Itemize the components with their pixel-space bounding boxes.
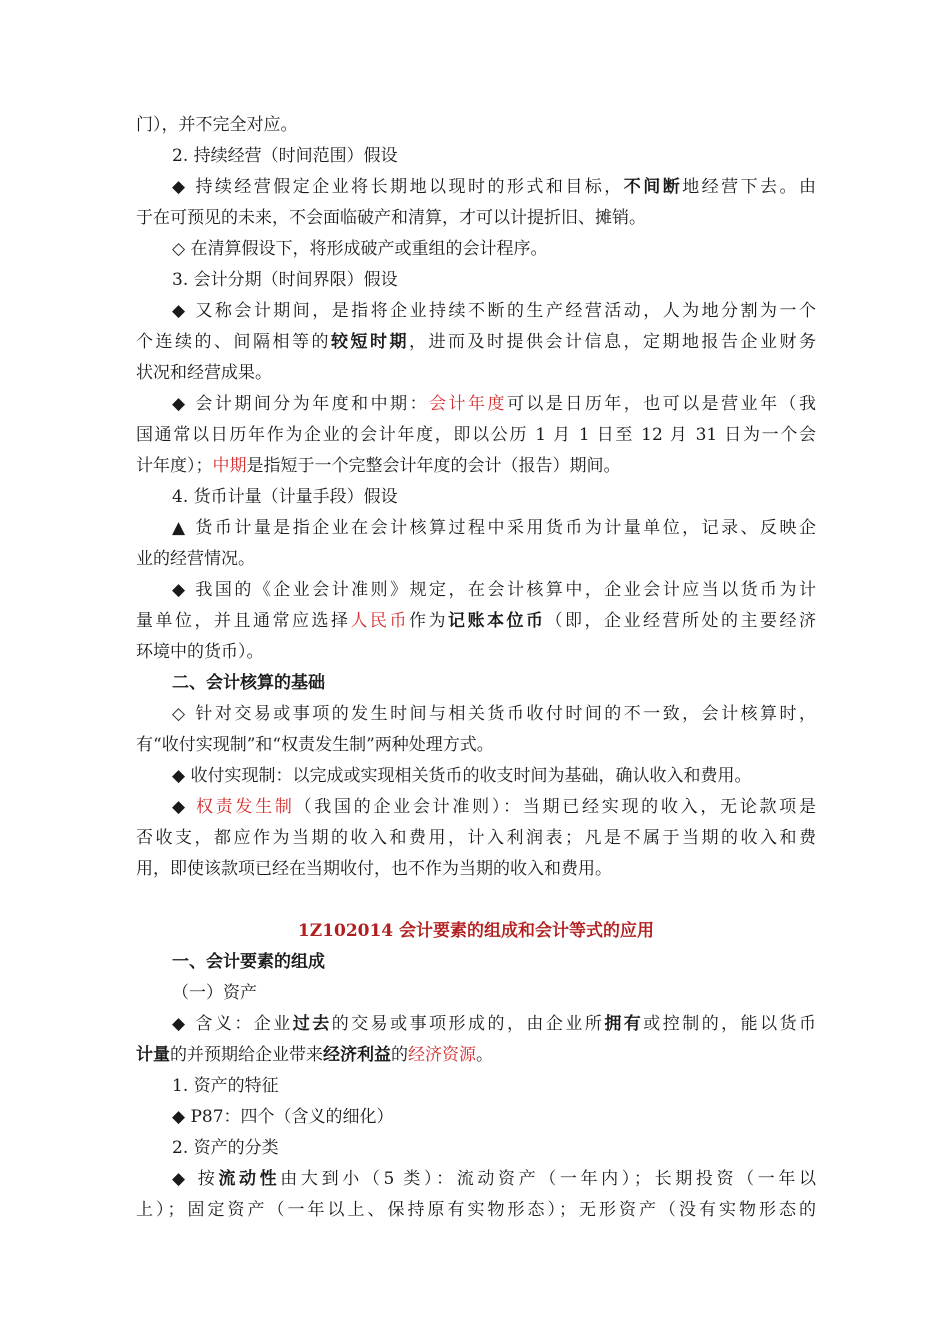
paragraph-line: ◇ 针对交易或事项的发生时间与相关货币收付时间的不一致，会计核算时， xyxy=(172,704,816,724)
paragraph-line: 个连续的、间隔相等的较短时期，进而及时提供会计信息，定期地报告企业财务 xyxy=(136,332,816,352)
paragraph-line: ▲ 货币计量是指企业在会计核算过程中采用货币为计量单位，记录、反映企 xyxy=(172,518,816,538)
bold-term: 计量 xyxy=(136,1045,170,1065)
paragraph-line: ◆ 权责发生制（我国的企业会计准则）：当期已经实现的收入，无论款项是 xyxy=(172,797,816,817)
bold-term: 不间断 xyxy=(623,177,683,197)
paragraph-line: 有“收付实现制”和“权责发生制”两种处理方式。 xyxy=(136,735,494,755)
paragraph-line: 于在可预见的未来，不会面临破产和清算，才可以计提折旧、摊销。 xyxy=(136,208,646,228)
paragraph-line: 门），并不完全对应。 xyxy=(136,115,298,135)
subheading-assets: （一）资产 xyxy=(172,983,257,1003)
paragraph-line: 状况和经营成果。 xyxy=(136,363,272,383)
bold-term: 拥有 xyxy=(604,1014,644,1034)
paragraph-line: ◆ 会计期间分为年度和中期：会计年度可以是日历年，也可以是营业年（我 xyxy=(172,394,817,414)
spacer xyxy=(136,885,816,916)
subheading-asset-features: 1. 资产的特征 xyxy=(172,1076,279,1096)
red-term: 中期 xyxy=(212,456,247,476)
section-heading-accounting-basis: 二、会计核算的基础 xyxy=(172,673,325,693)
paragraph-line: ◆ 收付实现制：以完成或实现相关货币的收支时间为基础，确认收入和费用。 xyxy=(172,766,752,786)
bold-term: 过去 xyxy=(292,1014,332,1034)
paragraph-line: 用，即使该款项已经在当期收付，也不作为当期的收入和费用。 xyxy=(136,859,612,879)
paragraph-line: ◆ 持续经营假定企业将长期地以现时的形式和目标，不间断地经营下去。由 xyxy=(172,177,817,197)
paragraph-line: 业的经营情况。 xyxy=(136,549,255,569)
red-term: 经济资源 xyxy=(408,1045,476,1065)
subheading-asset-classification: 2. 资产的分类 xyxy=(172,1138,279,1158)
section-heading-elements: 一、会计要素的组成 xyxy=(172,952,325,972)
bold-term: 记账本位币 xyxy=(448,611,546,631)
red-term: 会计年度 xyxy=(429,394,507,414)
subheading-monetary-measurement: 4. 货币计量（计量手段）假设 xyxy=(172,487,398,507)
bold-term: 流动性 xyxy=(218,1169,281,1189)
paragraph-line: 计量的并预期给企业带来经济利益的经济资源。 xyxy=(136,1045,493,1065)
section-title: 1Z102014 会计要素的组成和会计等式的应用 xyxy=(297,921,655,941)
paragraph-line: 量单位，并且通常应选择人民币作为记账本位币（即，企业经营所处的主要经济 xyxy=(136,611,816,631)
paragraph-line: 上）；固定资产（一年以上、保持原有实物形态）；无形资产（没有实物形态的 xyxy=(136,1200,816,1220)
paragraph-line: 环境中的货币）。 xyxy=(136,642,264,662)
subheading-accounting-period: 3. 会计分期（时间界限）假设 xyxy=(172,270,398,290)
bold-term: 较短时期 xyxy=(331,332,409,352)
subheading-going-concern: 2. 持续经营（时间范围）假设 xyxy=(172,146,398,166)
paragraph-line: 国通常以日历年作为企业的会计年度，即以公历 1 月 1 日至 12 月 31 日为一个会 xyxy=(136,425,816,445)
paragraph-line: ◆ 又称会计期间，是指将企业持续不断的生产经营活动，人为地分割为一个 xyxy=(172,301,816,321)
paragraph-line: ◆ 按流动性由大到小（5 类）：流动资产（一年内）；长期投资（一年以 xyxy=(172,1169,817,1189)
paragraph-line: ◆ 我国的《企业会计准则》规定，在会计核算中，企业会计应当以货币为计 xyxy=(172,580,816,600)
red-term: 权责发生制 xyxy=(195,797,295,817)
paragraph-line: ◇ 在清算假设下，将形成破产或重组的会计程序。 xyxy=(172,239,548,259)
bold-term: 经济利益 xyxy=(323,1045,391,1065)
document-body xyxy=(136,110,816,1226)
paragraph-line: ◆ P87：四个（含义的细化） xyxy=(172,1107,394,1127)
paragraph-line: 否收支，都应作为当期的收入和费用，计入利润表；凡是不属于当期的收入和费 xyxy=(136,828,816,848)
paragraph-line: ◆ 含义：企业过去的交易或事项形成的，由企业所拥有或控制的，能以货币 xyxy=(172,1014,817,1034)
paragraph-line: 计年度）；中期是指短于一个完整会计年度的会计（报告）期间。 xyxy=(136,456,621,476)
red-term: 人民币 xyxy=(350,611,409,631)
